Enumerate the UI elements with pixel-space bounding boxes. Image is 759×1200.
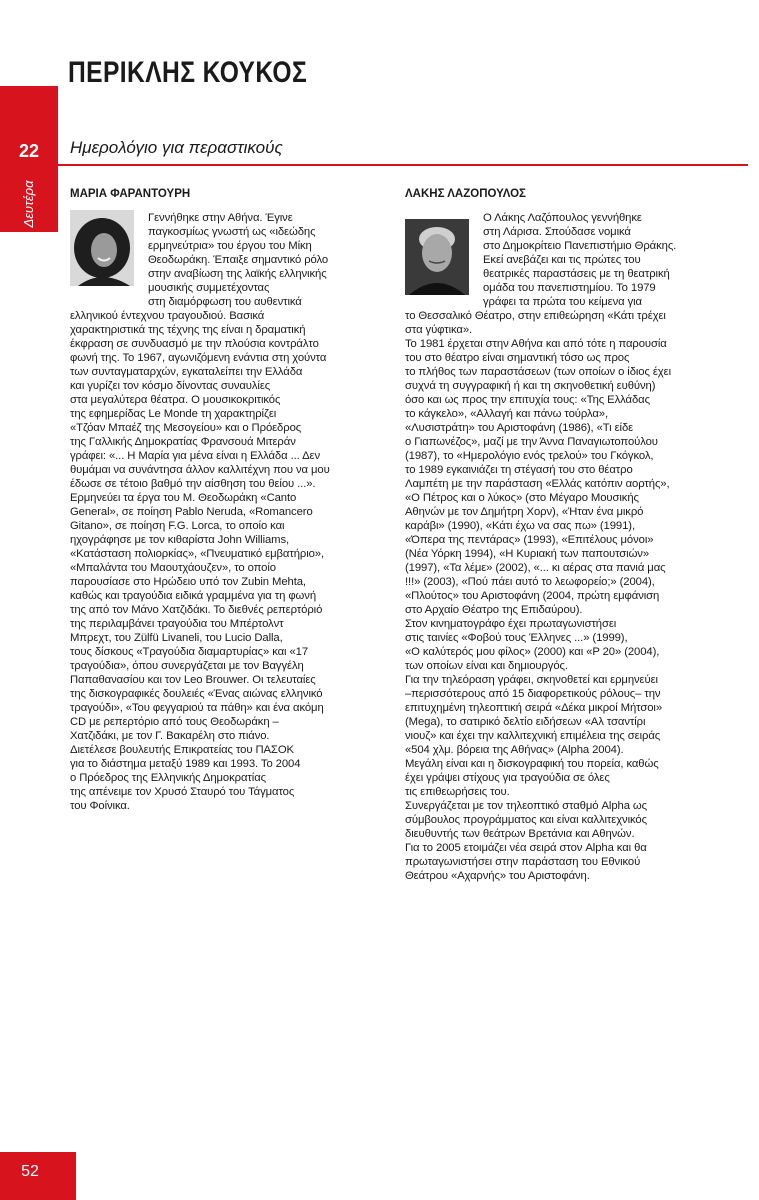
text-line: «Κατάσταση πολιορκίας», «Πνευματικό εμβατήριο», <box>70 548 325 560</box>
text-line: παρουσίασε στο Ηρώδειο υπό τον Zubin Mehta, <box>70 576 306 588</box>
text-line: τις επιθεωρήσεις του. <box>405 786 510 798</box>
text-line: !!!» (2003), «Πού πάει αυτό το λεωφορείο;» (2004), <box>405 576 655 588</box>
text-line: των συνταγματαρχών, εγκαταλείπει την Ελλάδα <box>70 366 303 378</box>
text-line: (Νέα Υόρκη 1994), «Η Κυριακή των παπουτσιών» <box>405 548 650 560</box>
text-line: «504 χλμ. βόρεια της Αθήνας» (Alpha 2004). <box>405 744 624 756</box>
day-number: 22 <box>18 141 40 161</box>
text-line: Για το 2005 ετοιμάζει νέα σειρά στον Alpha και θα <box>405 842 647 854</box>
text-line: Εκεί ανεβάζει και τις πρώτες του <box>483 254 641 266</box>
text-line: «Πλούτος» του Αριστοφάνη (2004, πρώτη εμφάνιση <box>405 590 660 602</box>
text-line: (1987), το «Ημερολόγιο ενός τρελού» του Γκόγκολ, <box>405 450 654 462</box>
text-line: στα γύφτικα». <box>405 324 473 336</box>
text-line: το 1989 εγκαινιάζει τη στέγασή του στο θέατρο <box>405 464 633 476</box>
text-line: της εφημερίδας Le Monde τη χαρακτηρίζει <box>70 408 277 420</box>
day-name: Δευτέρα <box>21 180 36 228</box>
text-line: του στο θέατρο είναι σημαντική τόσο ως προς <box>405 352 630 364</box>
text-line: της από τον Μάνο Χατζιδάκι. Το διεθνές ρεπερτόριό <box>70 604 323 616</box>
text-line: ομάδα του πανεπιστημίου. Το 1979 <box>483 282 656 294</box>
text-line: στην αναβίωση της λαϊκής ελληνικής <box>148 268 327 280</box>
text-line: Διετέλεσε βουλευτής Επικρατείας του ΠΑΣΟΚ <box>70 744 294 756</box>
right-heading: ΛΑΚΗΣ ΛΑΖΟΠΟΥΛΟΣ <box>405 188 526 200</box>
text-line: «Όπερα της πεντάρας» (1993), «Επιτέλους μόνοι» <box>405 534 654 546</box>
text-line: Μεγάλη είναι και η δισκογραφική του πορεία, καθώς <box>405 758 659 770</box>
text-line: Θεοδωράκη. Έπαιξε σημαντικό ρόλο <box>148 254 329 266</box>
text-line: στη Λάρισα. Σπούδασε νομικά <box>483 226 631 238</box>
text-line: Χατζιδάκι, με τον Γ. Βακαρέλη στο πιάνο. <box>70 730 270 742</box>
text-line: «Λυσιστράτη» του Αριστοφάνη (1986), «Τι είδε <box>405 422 634 434</box>
text-line: το Θεσσαλικό Θέατρο, στην επιθεώρηση «Κάτι τρέχει <box>405 310 666 322</box>
text-line: στο Αρχαίο Θέατρο της Επιδαύρου). <box>405 604 583 616</box>
text-line: του Φοίνικα. <box>70 800 130 812</box>
text-line: όσο και ως προς την επιτυχία τους: «Της Ελλάδας <box>405 394 650 406</box>
text-line: της Γαλλικής Δημοκρατίας Φρανσουά Μιτεράν <box>70 436 296 448</box>
text-line: ο Γιαπωνέζος», μαζί με την Άννα Παναγιωτοπούλου <box>405 436 658 448</box>
text-line: το κάγκελο», «Αλλαγή και πάνω τούρλα», <box>405 408 609 420</box>
page-number: 52 <box>21 1163 39 1180</box>
text-line: ερμηνεύτρια» του έργου του Μίκη <box>148 240 312 252</box>
text-line: τραγούδι», «Του φεγγαριού τα πάθη» και ένα ακόμη <box>70 702 324 714</box>
text-line: General», σε ποίηση Pablo Neruda, «Romancero <box>70 506 313 518</box>
text-line: στη διαμόρφωση του αυθεντικά <box>148 296 302 308</box>
text-line: «Τζόαν Μπαέζ της Μεσογείου» και ο Πρόεδρος <box>70 422 302 434</box>
text-line: έδωσε σε τέτοιο βαθμό την αίσθηση του θείου ...». <box>70 478 316 490</box>
text-line: (1997), «Τα λέμε» (2002), «... κι αέρας στα πανιά μας <box>405 562 666 574</box>
text-line: θεατρικές παραστάσεις με τη θεατρική <box>483 268 670 280</box>
text-line: διευθυντής των θεάτρων Βρετάνια και Αθηνών. <box>405 828 635 840</box>
left-biography <box>70 211 370 813</box>
text-line: για το διάστημα μεταξύ 1989 και 1993. Το 2004 <box>70 758 301 770</box>
text-line: Για την τηλεόραση γράφει, σκηνοθετεί και ερμηνεύει <box>405 674 658 686</box>
text-line: Το 1981 έρχεται στην Αθήνα και από τότε η παρουσία <box>405 338 667 350</box>
text-line: παγκοσμίως γνωστή ως «ιδεώδης <box>148 226 316 238</box>
text-line: Συνεργάζεται με τον τηλεοπτικό σταθμό Alpha ως <box>405 800 647 812</box>
text-line: μουσικής συμμετέχοντας <box>148 282 270 294</box>
text-line: Παπαθανασίου και τον Leo Brouwer. Οι τελευταίες <box>70 674 316 686</box>
text-line: Λαμπέτη με την παράσταση «Ελλάς κατόπιν αορτής», <box>405 478 670 490</box>
text-line: «Ο Πέτρος και ο λύκος» (στο Μέγαρο Μουσικής <box>405 492 639 504</box>
text-line: το πλήθος των παραστάσεων (των οποίων ο ίδιος έχει <box>405 366 671 378</box>
text-line: των οποίων είναι και δημιουργός. <box>405 660 568 672</box>
text-line: γράφει: «... Η Μαρία για μένα είναι η Ελλάδα ... Δεν <box>70 450 321 462</box>
text-line: στο Δημοκρίτειο Πανεπιστήμιο Θράκης. <box>483 240 677 252</box>
page-number-box <box>0 1152 76 1200</box>
text-line: της απένειμε τον Χρυσό Σταυρό του Τάγματος <box>70 786 295 798</box>
text-line: Μπρεχτ, του Zülfü Livaneli, του Lucio Dalla, <box>70 632 283 644</box>
text-line: συχνά τη συγγραφική ή και τη σκηνοθετική ευθύνη) <box>405 380 656 392</box>
text-line: «Μπαλάντα του Μαουτχάουζεν», το οποίο <box>70 562 276 574</box>
text-line: Ο Λάκης Λαζόπουλος γεννήθηκε <box>483 212 642 224</box>
text-line: ηχογράφησε με τον κιθαρίστα John Williams, <box>70 534 290 546</box>
text-line: Ερμηνεύει τα έργα του Μ. Θεοδωράκη «Canto <box>70 492 297 504</box>
right-biography <box>405 211 725 883</box>
text-line: ελληνικού έντεχνου τραγουδιού. Βασικά <box>70 310 265 322</box>
text-line: χαρακτηριστικά της τέχνης της είναι η δραματική <box>70 324 306 336</box>
text-line: έκφραση σε συνδυασμό με την πλούσια κοντράλτο <box>70 338 319 350</box>
text-line: Στον κινηματογράφο έχει πρωταγωνιστήσει <box>405 618 617 630</box>
text-line: γράφει τα πρώτα του κείμενα για <box>483 296 642 308</box>
text-line: έχει γράψει στίχους για τραγούδια σε όλες <box>405 772 610 784</box>
text-line: τραγούδια», όπου συνεργάζεται με τον Βαγγέλη <box>70 660 304 672</box>
text-line: καθώς και τραγούδια ειδικά γραμμένα για τη φωνή <box>70 590 317 602</box>
text-line: (Mega), το σατιρικό δελτίο ειδήσεων «Αλ τσαντίρι <box>405 716 646 728</box>
text-line: στα μεγαλύτερα θέατρα. Ο μουσικοκριτικός <box>70 394 281 406</box>
text-line: Αθηνών με τον Δημήτρη Χορν), «Ήταν ένα μικρό <box>405 506 644 518</box>
text-line: Γεννήθηκε στην Αθήνα. Έγινε <box>148 212 293 224</box>
text-line: στις ταινίες «Φοβού τους Έλληνες ...» (1999), <box>405 632 628 644</box>
text-line: της δισκογραφικές δουλειές «Ένας αιώνας ελληνικό <box>70 688 323 700</box>
header-rule <box>58 164 748 166</box>
text-line: φωνή της. Το 1967, αγωνιζόμενη ενάντια στη χούντα <box>70 352 327 364</box>
page-title: ΠΕΡΙΚΛΗΣ ΚΟΥΚΟΣ <box>68 56 308 89</box>
left-heading: ΜΑΡΙΑ ΦΑΡΑΝΤΟΥΡΗ <box>70 188 191 200</box>
text-line: ο Πρόεδρος της Ελληνικής Δημοκρατίας <box>70 772 266 784</box>
text-line: νιουζ» και έχει την καλλιτεχνική επιμέλεια της σειράς <box>405 730 661 742</box>
text-line: Gitano», σε ποίηση F.G. Lorca, το οποίο και <box>70 520 285 532</box>
text-line: «Ο καλύτερός μου φίλος» (2000) και «Ρ 20» (2004), <box>405 646 660 658</box>
text-line: καράβι» (1990), «Κάτι έχω να σας πω» (1991), <box>405 520 635 532</box>
red-band <box>0 86 58 178</box>
text-line: τους δίσκους «Τραγούδια διαμαρτυρίας» και «17 <box>70 646 309 658</box>
text-line: –περισσότερους από 15 διαφορετικούς ρόλους– την <box>405 688 661 700</box>
text-line: θυμάμαι να συνάντησα άλλον καλλιτέχνη που να μου <box>70 464 330 476</box>
text-line: επιτυχημένη τηλεοπτική σειρά «Δέκα μικροί Μήτσοι» <box>405 702 663 714</box>
text-line: πρωταγωνιστήσει στην παράσταση του Εθνικού <box>405 856 641 868</box>
text-line: Θεάτρου «Αχαρνής» του Αριστοφάνη. <box>405 870 590 882</box>
text-line: και γυρίζει τον κόσμο δίνοντας συναυλίες <box>70 380 271 392</box>
text-line: της περιλαμβάνει τραγούδια του Μπέρτολντ <box>70 618 284 630</box>
text-line: CD με ρεπερτόριο από τους Θεοδωράκη – <box>70 716 279 728</box>
text-line: σύμβουλος προγράμματος και είναι καλλιτεχνικός <box>405 814 647 826</box>
page-subtitle: Ημερολόγιο για περαστικούς <box>70 138 283 157</box>
